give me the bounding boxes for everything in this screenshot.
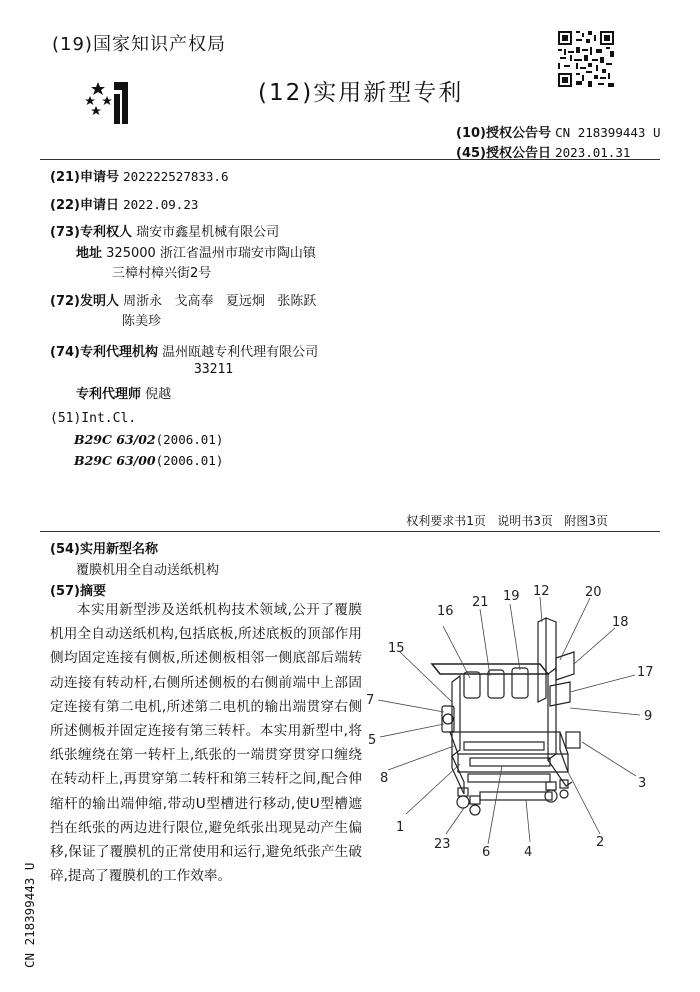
title-label: (54)实用新型名称 <box>50 542 158 557</box>
ipc-class: B29C 63/02(2006.01) <box>74 432 224 447</box>
side-publication-number: CN 218399443 U <box>22 862 37 968</box>
qr-code <box>558 31 614 87</box>
page-count-info: 权利要求书1页 说明书3页 附图3页 <box>406 514 608 528</box>
label-23: 23 <box>434 837 451 852</box>
label-21: 21 <box>472 595 489 610</box>
pub-date-label: (45)授权公告日 <box>456 146 551 161</box>
label-4: 4 <box>524 845 533 860</box>
label-18: 18 <box>612 615 629 630</box>
label-6: 6 <box>482 845 491 860</box>
pub-date: 2023.01.31 <box>555 145 631 160</box>
label-2: 2 <box>596 835 605 850</box>
label-17: 17 <box>637 665 654 680</box>
label-16: 16 <box>437 604 454 619</box>
section-divider <box>40 531 660 532</box>
pub-no-label: (10)授权公告号 <box>456 126 551 141</box>
application-date: (22)申请日 2022.09.23 <box>50 197 199 213</box>
utility-model-title: 覆膜机用全自动送纸机构 <box>76 563 220 578</box>
header-divider <box>40 159 660 160</box>
ipc-class: B29C 63/00(2006.01) <box>74 453 224 468</box>
label-8: 8 <box>380 771 389 786</box>
inventors: (72)发明人 周浙永 戈高奉 夏远炯 张陈跃 <box>50 294 317 309</box>
agency: (74)专利代理机构 温州瓯越专利代理有限公司 <box>50 345 319 360</box>
abstract-label: (57)摘要 <box>50 584 106 599</box>
label-9: 9 <box>644 709 653 724</box>
label-7: 7 <box>366 693 375 708</box>
document-type: (12)实用新型专利 <box>258 80 464 106</box>
office-name: (19)国家知识产权局 <box>52 34 226 55</box>
cnipa-logo <box>84 80 138 126</box>
label-5: 5 <box>368 733 377 748</box>
address-line2: 三樟村樟兴街2号 <box>112 266 212 281</box>
address: 地址 325000 浙江省温州市瑞安市陶山镇 <box>76 246 316 261</box>
reference-numerals <box>366 584 654 860</box>
patentee: (73)专利权人 瑞安市鑫星机械有限公司 <box>50 225 280 240</box>
label-12: 12 <box>533 584 550 599</box>
abstract-drawing <box>360 582 660 862</box>
inventors-line2: 陈美珍 <box>122 314 162 329</box>
label-19: 19 <box>503 589 520 604</box>
label-20: 20 <box>585 585 602 600</box>
leader-lines <box>378 597 640 844</box>
label-1: 1 <box>396 820 405 835</box>
application-number: (21)申请号 202222527833.6 <box>50 169 229 185</box>
label-15: 15 <box>388 641 405 656</box>
abstract-text: 本实用新型涉及送纸机构技术领域,公开了覆膜机用全自动送纸机构,包括底板,所述底板的顶部作用侧均固定连接有侧板,所述侧板相邻一侧底部后端转动连接有转动杆,右侧所述侧板的右侧前端中上部固定连接有第二电机,所述第二电机的输出端贯穿右侧所述侧板并固定连接有第三转杆。本实用新型中,将纸张缠绕在第一转杆上,纸张的一端贯穿贯穿口缠绕在转动杆上,再贯穿第二转杆和第三转杆之间,配合伸缩杆的输出端伸缩,带动U型槽进行移动,使U型槽遮挡在纸张的两边进行限位,避免纸张出现晃动产生偏移,保证了覆膜机的正常使用和运行,避免纸张产生破碎,提高了覆膜机的工作效率。 <box>50 602 362 885</box>
int-cl-label: (51)Int.Cl. <box>50 411 137 426</box>
agent: 专利代理师 倪越 <box>76 387 172 402</box>
pub-no: CN 218399443 U <box>555 125 661 140</box>
label-3: 3 <box>638 776 647 791</box>
agency-code: 33211 <box>194 362 234 377</box>
